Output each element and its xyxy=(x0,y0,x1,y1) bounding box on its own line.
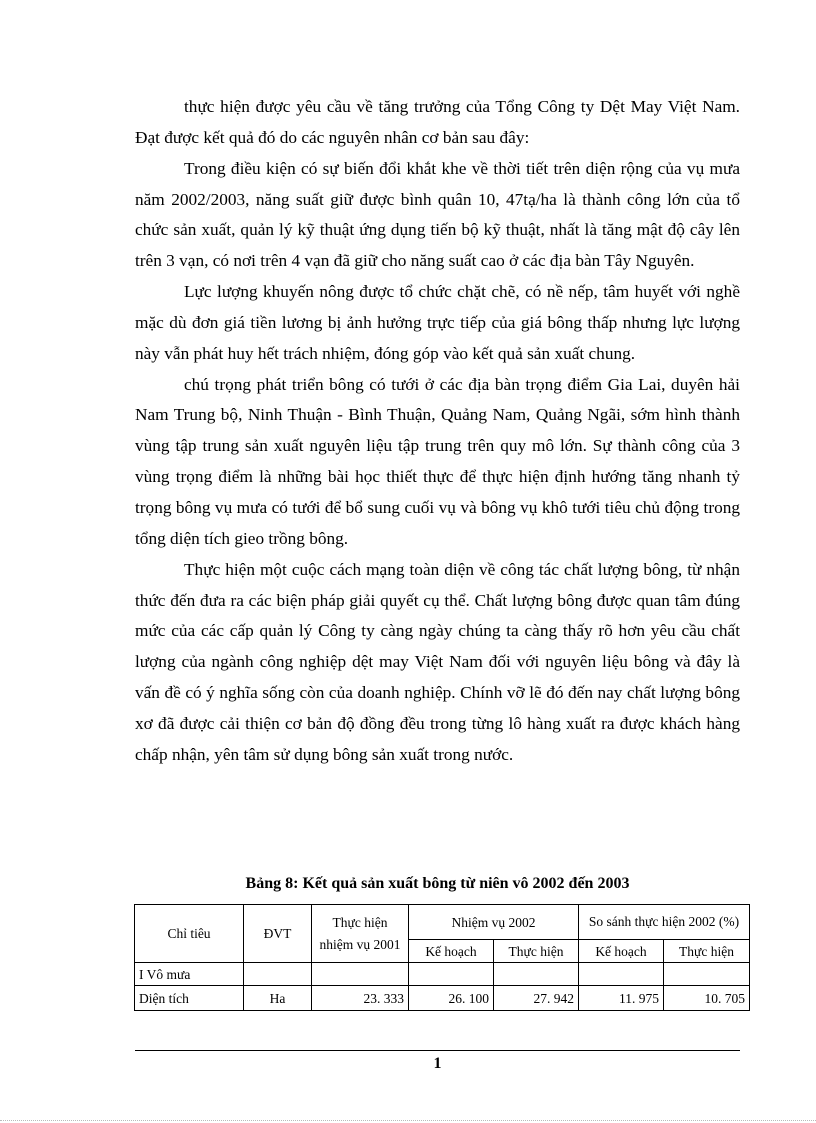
paragraph-4: chú trọng phát triển bông có tưới ở các địa bàn trọng điểm Gia Lai, duyên hải Nam Trung bộ, Ninh Thuận - Bình Thuận, Quảng Nam, Quảng Ngãi, sớm hình thành vùng tập trung sản xuất nguyên liệu tập trung trên quy mô lớn. Sự thành công của 3 vùng trọng điểm là những bài học thiết thực để thực hiện định hướng tăng nhanh tỷ trọng bông vụ mưa có tưới để bổ sung cuối vụ và bông vụ khô tưới tiêu chủ động trong tổng diện tích gieo trồng bông. xyxy=(135,374,740,548)
row-unit: Ha xyxy=(244,986,312,1011)
row-plan-2002: 26. 100 xyxy=(409,986,494,1011)
header-indicator: Chỉ tiêu xyxy=(135,905,244,963)
header-unit: ĐVT xyxy=(244,905,312,963)
table-section-row xyxy=(135,963,750,986)
empty-cell xyxy=(244,963,312,986)
paragraph-2: Trong điều kiện có sự biến đổi khắt khe về thời tiết trên diện rộng của vụ mưa năm 2002/2003, năng suất giữ được bình quân 10, 47tạ/ha là thành công lớn của tổ chức sản xuất, quản lý kỹ thuật ứng dụng tiến bộ kỹ thuật, nhất là tăng mật độ cây lên trên 3 vạn, có nơi trên 4 vạn đã giữ cho năng suất cao ở các địa bàn Tây Nguyên. xyxy=(135,158,740,271)
paragraph-1: thực hiện được yêu cầu về tăng trưởng của Tổng Công ty Dệt May Việt Nam. Đạt được kết quả đó do các nguyên nhân cơ bản sau đây: xyxy=(135,97,740,147)
subheader-plan-2002: Kế hoạch xyxy=(409,940,494,963)
row-compare-actual: 10. 705 xyxy=(664,986,750,1011)
table-row xyxy=(135,986,750,1011)
row-actual-2002: 27. 942 xyxy=(494,986,579,1011)
page-bottom-dotted-line xyxy=(0,1120,816,1121)
header-compare-2002: So sánh thực hiện 2002 (%) xyxy=(579,905,750,940)
empty-cell xyxy=(664,963,750,986)
subheader-actual-compare: Thực hiện xyxy=(664,940,750,963)
table-header-row xyxy=(135,905,750,940)
row-compare-plan: 11. 975 xyxy=(579,986,664,1011)
section-label: I Vô mưa xyxy=(135,963,244,986)
results-table xyxy=(134,904,750,1011)
paragraph-3: Lực lượng khuyến nông được tổ chức chặt chẽ, có nề nếp, tâm huyết với nghề mặc dù đơn giá tiền lương bị ảnh hưởng trực tiếp của giá bông thấp nhưng lực lượng này vẫn phát huy hết trách nhiệm, đóng góp vào kết quả sản xuất chung. xyxy=(135,282,740,363)
footer-rule xyxy=(135,1050,740,1051)
header-actual-2001: Thực hiện nhiệm vụ 2001 xyxy=(312,905,409,963)
empty-cell xyxy=(579,963,664,986)
subheader-plan-compare: Kế hoạch xyxy=(579,940,664,963)
paragraph-5: Thực hiện một cuộc cách mạng toàn diện về công tác chất lượng bông, từ nhận thức đến đưa ra các biện pháp giải quyết cụ thể. Chất lượng bông được quan tâm đúng mức của các cấp quản lý Công ty càng ngày chúng ta càng thấy rõ hơn yêu cầu chất lượng của ngành công nghiệp dệt may Việt Nam đối với nguyên liệu bông và đây là vấn đề có ý nghĩa sống còn của doanh nghiệp. Chính vỡ lẽ đó đến nay chất lượng bông xơ đã được cải thiện cơ bản độ đồng đều trong từng lô hàng xuất ra được khách hàng chấp nhận, yên tâm sử dụng bông sản xuất trong nước. xyxy=(135,559,740,764)
empty-cell xyxy=(494,963,579,986)
body-text xyxy=(135,92,740,771)
row-actual-2001: 23. 333 xyxy=(312,986,409,1011)
page-number: 1 xyxy=(433,1055,442,1072)
empty-cell xyxy=(409,963,494,986)
empty-cell xyxy=(312,963,409,986)
subheader-actual-2002: Thực hiện xyxy=(494,940,579,963)
row-label: Diện tích xyxy=(135,986,244,1011)
header-task-2002: Nhiệm vụ 2002 xyxy=(409,905,579,940)
table-title: Bảng 8: Kết quả sản xuất bông từ niên vô 2002 đến 2003 xyxy=(245,875,630,892)
